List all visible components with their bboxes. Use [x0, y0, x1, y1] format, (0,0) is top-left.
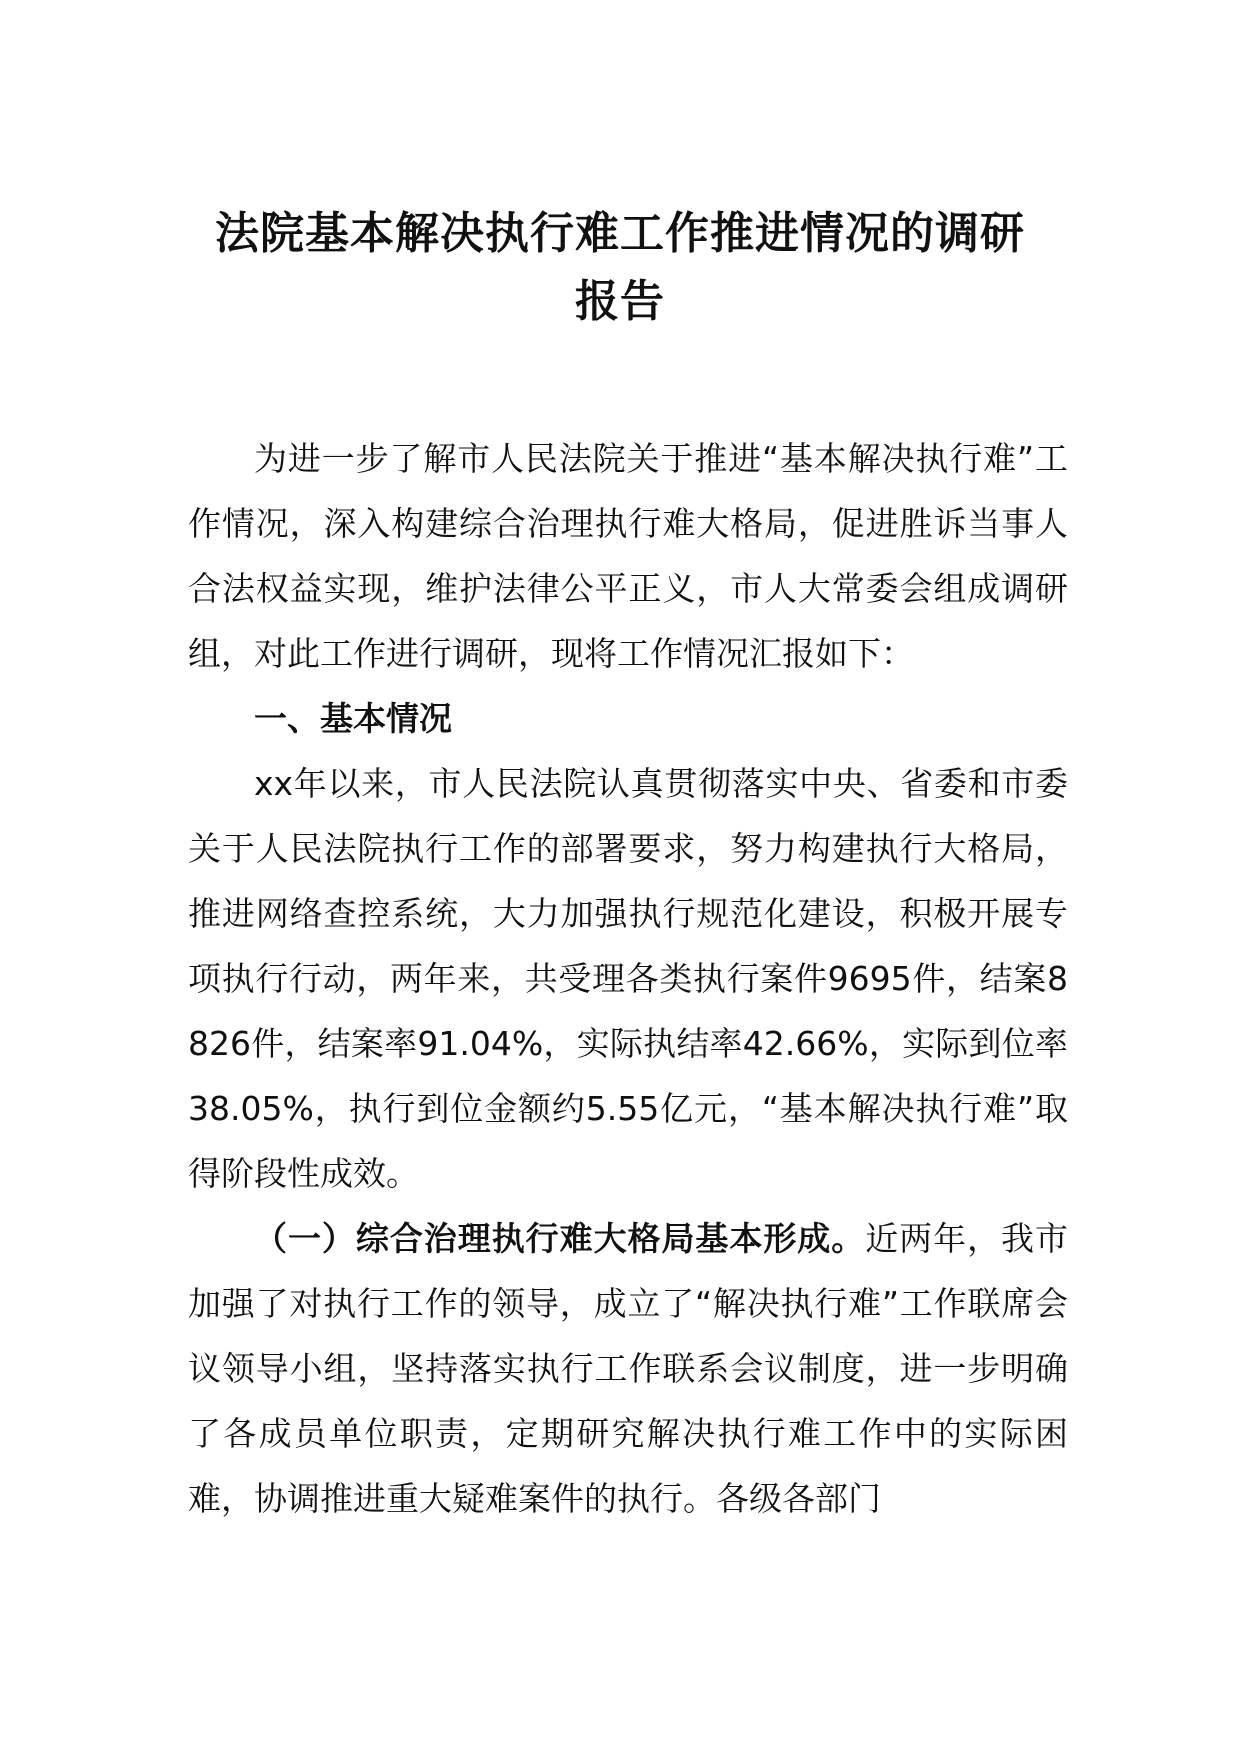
document-title	[180, 200, 1060, 336]
title-line-1: 法院基本解决执行难工作推进情况的调研	[215, 208, 1025, 259]
title-line-2: 报告	[575, 276, 665, 327]
intro-paragraph: 为进一步了解市人民法院关于推进“基本解决执行难”工作情况，深入构建综合治理执行难大格局，促进胜诉当事人合法权益实现，维护法律公平正义，市人大常委会组成调研组，对此工作进行调研，现将工作情况汇报如下：	[188, 439, 1068, 673]
subsection-text: 近两年，我市加强了对执行工作的领导，成立了“解决执行难”工作联席会议领导小组，坚持落实执行工作联系会议制度，进一步明确了各成员单位职责，定期研究解决执行难工作中的实际困难，协调推进重大疑难案件的执行。各级各部门	[188, 1219, 1069, 1518]
subsection-paragraph	[188, 1206, 1068, 1531]
subsection-heading: （一）综合治理执行难大格局基本形成。	[254, 1219, 866, 1258]
basic-situation-paragraph: xx年以来，市人民法院认真贯彻落实中央、省委和市委关于人民法院执行工作的部署要求，努力构建执行大格局，推进网络查控系统，大力加强执行规范化建设，积极开展专项执行行动，两年来，共受理各类执行案件9695件，结案8826件，结案率91.04%，实际执结率42.66%，实际到位率38.05%，执行到位金额约5.55亿元，“基本解决执行难”取得阶段性成效。	[188, 764, 1068, 1193]
document-body	[188, 426, 1068, 1531]
section-heading-basic-situation: 一、基本情况	[254, 699, 452, 738]
